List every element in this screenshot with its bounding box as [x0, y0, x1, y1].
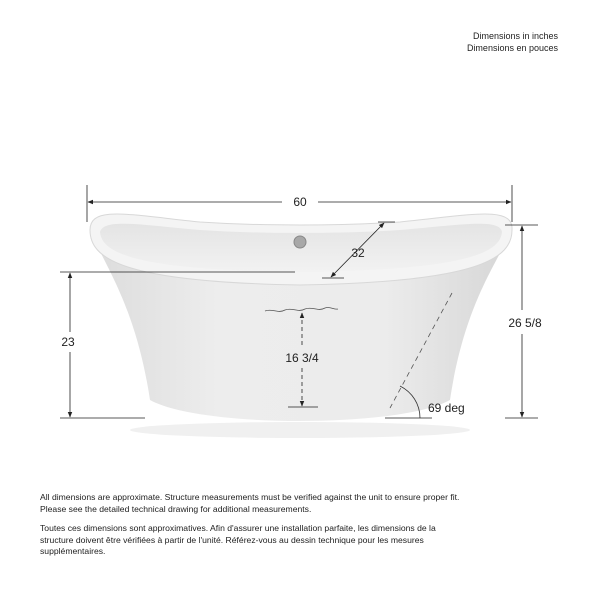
width-label: 32: [351, 246, 365, 260]
angle-label: 69 deg: [428, 401, 465, 415]
length-label: 60: [293, 195, 307, 209]
units-en: Dimensions in inches: [472, 31, 558, 41]
disclaimer-notes: [40, 492, 470, 566]
disclaimer-en: All dimensions are approximate. Structure measurements must be verified against the unit to ensure proper fit. Please see the detailed technical drawing for additional measurements.: [40, 492, 460, 514]
water-depth-label: 16 3/4: [285, 351, 319, 365]
disclaimer-fr: Toutes ces dimensions sont approximatives. Afin d'assurer une installation parfaite, les dimensions de la structure doivent être vérifiées à partir de l'unité. Référez-vous au dessin technique pour les mesures supplémentaires.: [40, 523, 436, 556]
overall-height-label: 26 5/8: [508, 316, 542, 330]
interior-height-label: 23: [61, 335, 75, 349]
units-fr: Dimensions en pouces: [466, 43, 558, 53]
overflow-drain-icon: [294, 236, 306, 248]
